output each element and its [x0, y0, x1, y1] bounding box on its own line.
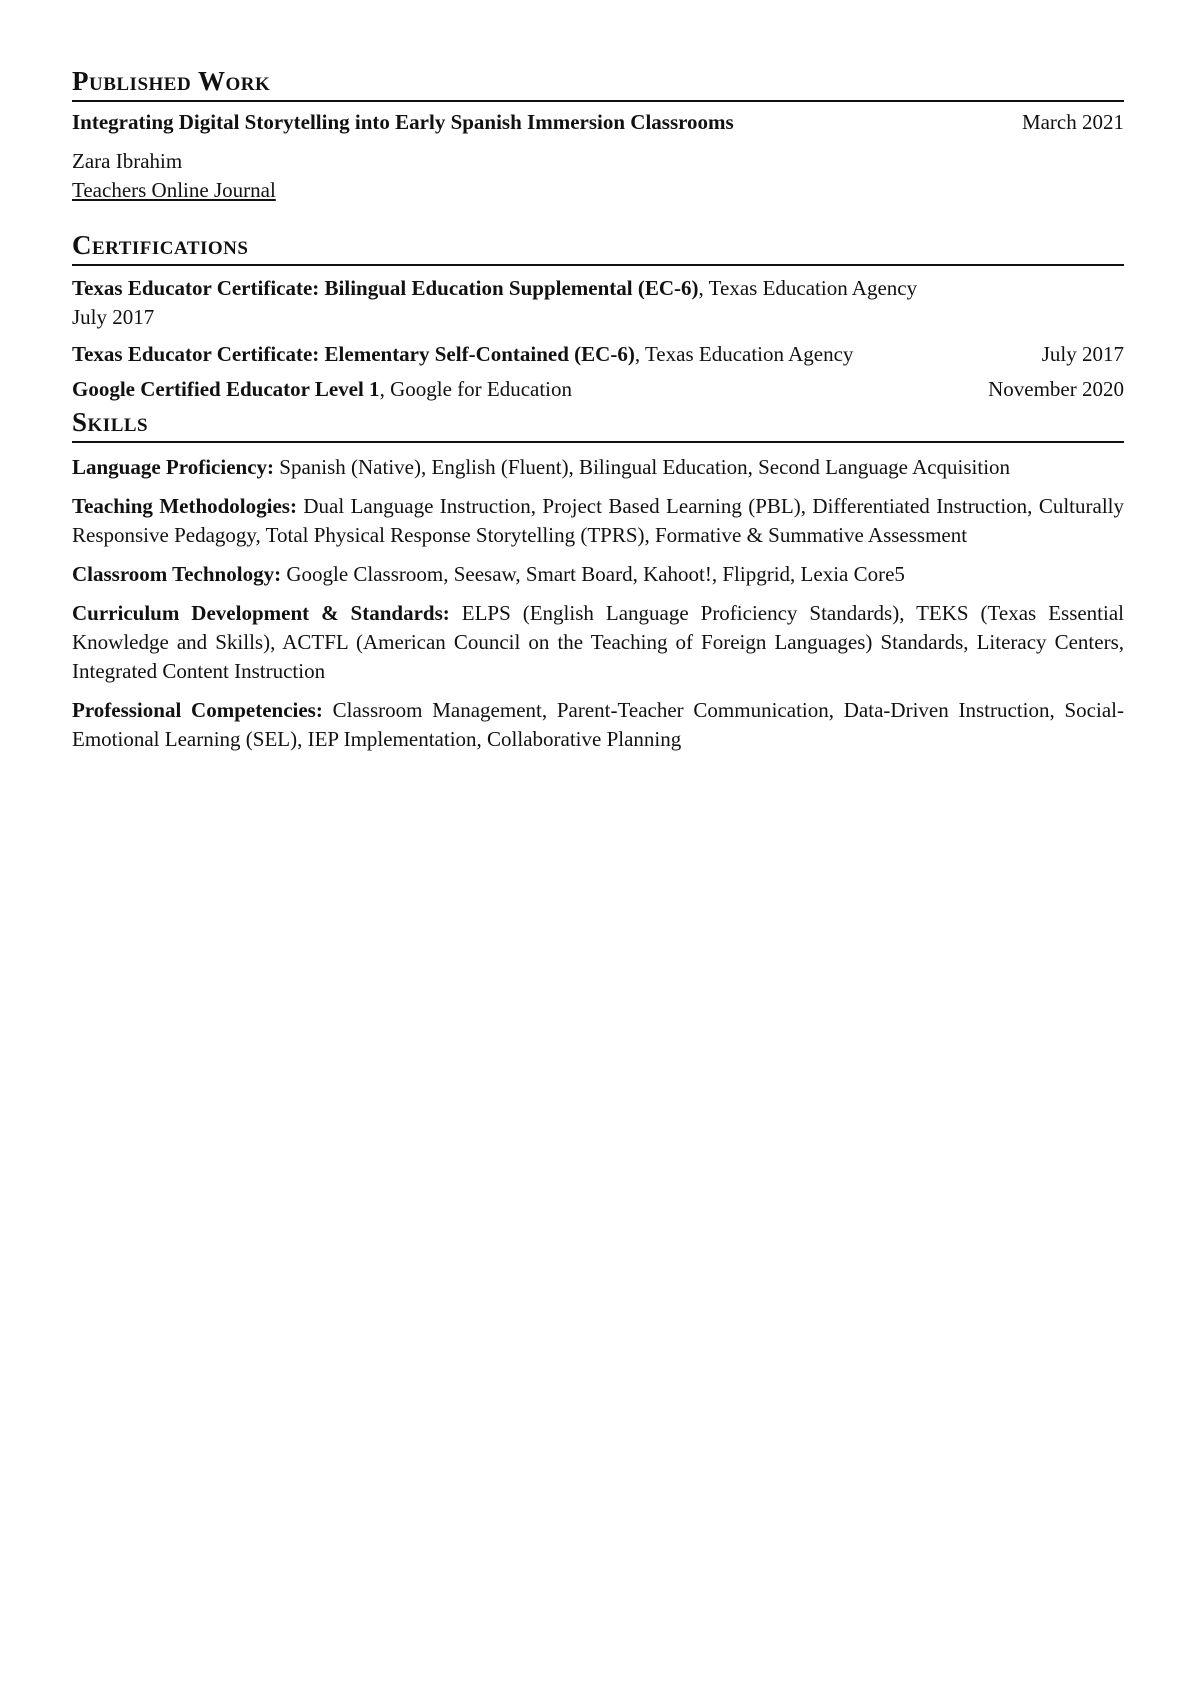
publication-journal-line	[72, 176, 1124, 205]
section-title-skills: Skills	[72, 405, 1124, 443]
section-title-certifications: Certifications	[72, 228, 1124, 266]
skill-item	[72, 492, 1124, 550]
publication-header	[72, 110, 1124, 135]
certification-item	[72, 342, 1124, 367]
certification-date: November 2020	[988, 377, 1124, 401]
certification-name: Google Certified Educator Level 1	[72, 377, 380, 401]
certifications-section	[72, 228, 1124, 402]
skill-item	[72, 696, 1124, 754]
publication-date: March 2021	[1021, 110, 1124, 134]
certification-issuer: , Texas Education Agency	[634, 342, 854, 366]
skill-item	[72, 560, 1124, 589]
certification-item	[72, 274, 1124, 332]
certification-date: July 2017	[72, 305, 155, 329]
publication-title: Integrating Digital Storytelling into Early Spanish Immersion Classrooms	[72, 110, 734, 134]
skill-item	[72, 599, 1124, 686]
skill-label: Professional Competencies:	[72, 698, 323, 722]
publication-author: Zara Ibrahim	[72, 149, 183, 173]
skill-item	[72, 453, 1124, 482]
skill-text: Classroom Management, Parent-Teacher Communication, Data-Driven Instruction, Social-Emotional Learning (SEL), IEP Implementation, Collaborative Planning	[72, 698, 1124, 751]
published-work-section	[72, 64, 1124, 205]
certification-item	[72, 377, 1124, 402]
skill-label: Language Proficiency:	[72, 455, 275, 479]
skill-text: Google Classroom, Seesaw, Smart Board, Kahoot!, Flipgrid, Lexia Core5	[281, 562, 905, 586]
certification-issuer: , Texas Education Agency	[698, 276, 918, 300]
skill-label: Classroom Technology:	[72, 562, 282, 586]
certification-name: Texas Educator Certificate: Bilingual Education Supplemental (EC-6)	[72, 276, 699, 300]
skill-label: Teaching Methodologies:	[72, 494, 297, 518]
skill-text: Spanish (Native), English (Fluent), Bilingual Education, Second Language Acquisition	[274, 455, 1011, 479]
skill-text: Dual Language Instruction, Project Based Learning (PBL), Differentiated Instruction, Culturally Responsive Pedagogy, Total Physical Response Storytelling (TPRS), Formative & Summative Assessment	[72, 494, 1124, 547]
section-title-published-work: Published Work	[72, 64, 1124, 102]
skill-label: Curriculum Development & Standards:	[72, 601, 450, 625]
certification-name: Texas Educator Certificate: Elementary Self-Contained (EC-6)	[72, 342, 635, 366]
certification-issuer: , Google for Education	[379, 377, 573, 401]
skill-text: ELPS (English Language Proficiency Standards), TEKS (Texas Essential Knowledge and Skills), ACTFL (American Council on the Teaching of Foreign Languages) Standards, Literacy Centers, Integrated Content Instruction	[72, 601, 1125, 683]
publication-journal-link[interactable]: Teachers Online Journal	[72, 178, 276, 202]
certification-date: July 2017	[1041, 342, 1124, 366]
skills-section	[72, 405, 1124, 754]
